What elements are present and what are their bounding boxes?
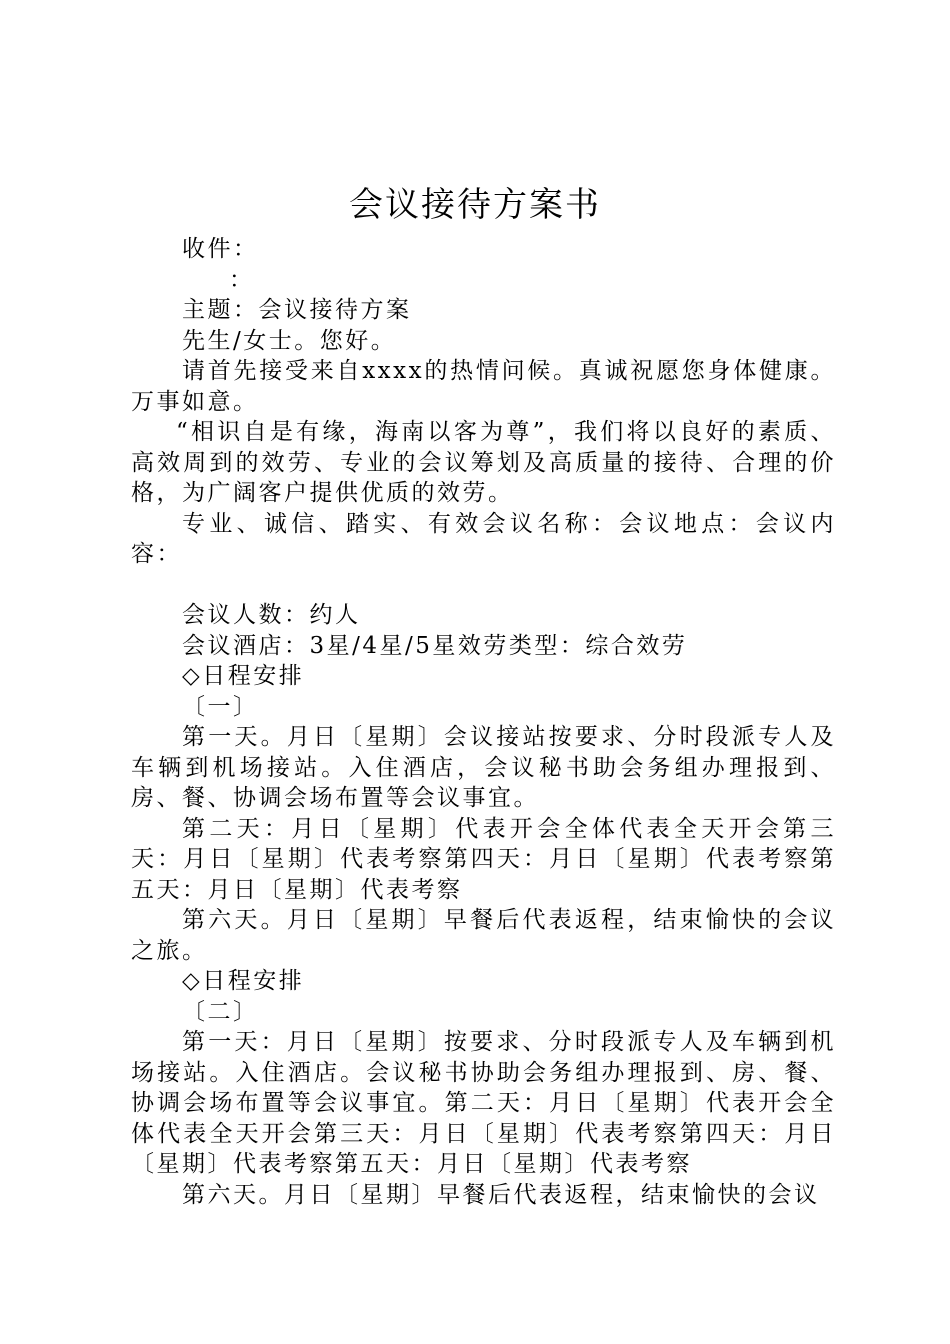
- document-body: [131, 234, 836, 1210]
- schedule-2-days-1-5: 第一天：月日〔星期〕按要求、分时段派专人及车辆到机场接站。入住酒店。会议秘书协助会务组办理报到、房、餐、协调会场布置等会议事宜。第二天：月日〔星期〕代表开会全体代表全天开会第三天：月日〔星期〕代表考察第四天：月日〔星期〕代表考察第五天：月日〔星期〕代表考察: [131, 1029, 836, 1177]
- subject-line: 主题：会议接待方案: [182, 297, 412, 323]
- salutation: 先生/女士。您好。: [182, 327, 397, 354]
- recipient-label: 收件：: [182, 236, 259, 262]
- schedule-1-days-2-5: 第二天：月日〔星期〕代表开会全体代表全天开会第三天：月日〔星期〕代表考察第四天：月日〔星期〕代表考察第五天：月日〔星期〕代表考察: [131, 815, 836, 903]
- schedule-label-2: 〔二〕: [182, 998, 259, 1025]
- schedule-1-day-6: 第六天。月日〔星期〕早餐后代表返程，结束愉快的会议之旅。: [131, 907, 836, 964]
- meeting-info-line: 专业、诚信、踏实、有效会议名称：会议地点：会议内容：: [131, 510, 836, 567]
- schedule-2-day-6: 第六天。月日〔星期〕早餐后代表返程，结束愉快的会议: [182, 1181, 820, 1208]
- document-title: 会议接待方案书: [349, 185, 601, 225]
- greeting-paragraph: 请首先接受来自xxxx的热情问候。真诚祝愿您身体健康。万事如意。: [131, 358, 836, 415]
- schedule-1-day-1: 第一天。月日〔星期〕会议接站按要求、分时段派专人及车辆到机场接站。入住酒店，会议秘书助会务组办理报到、房、餐、协调会场布置等会议事宜。: [131, 724, 836, 811]
- schedule-label-1: 〔一〕: [182, 693, 259, 720]
- slogan-paragraph: “相识自是有缘，海南以客为尊”，我们将以良好的素质、高效周到的效劳、专业的会议筹划及高质量的接待、合理的价格，为广阔客户提供优质的效劳。: [131, 419, 836, 506]
- attendee-count: 会议人数：约人: [182, 602, 361, 628]
- blank-line: [131, 570, 836, 601]
- schedule-heading-2: ◇日程安排: [182, 968, 305, 994]
- schedule-heading-1: ◇日程安排: [182, 663, 305, 689]
- recipient-colon: ：: [229, 266, 255, 293]
- hotel-info: 会议酒店：3星/4星/5星效劳类型：综合效劳: [182, 632, 688, 659]
